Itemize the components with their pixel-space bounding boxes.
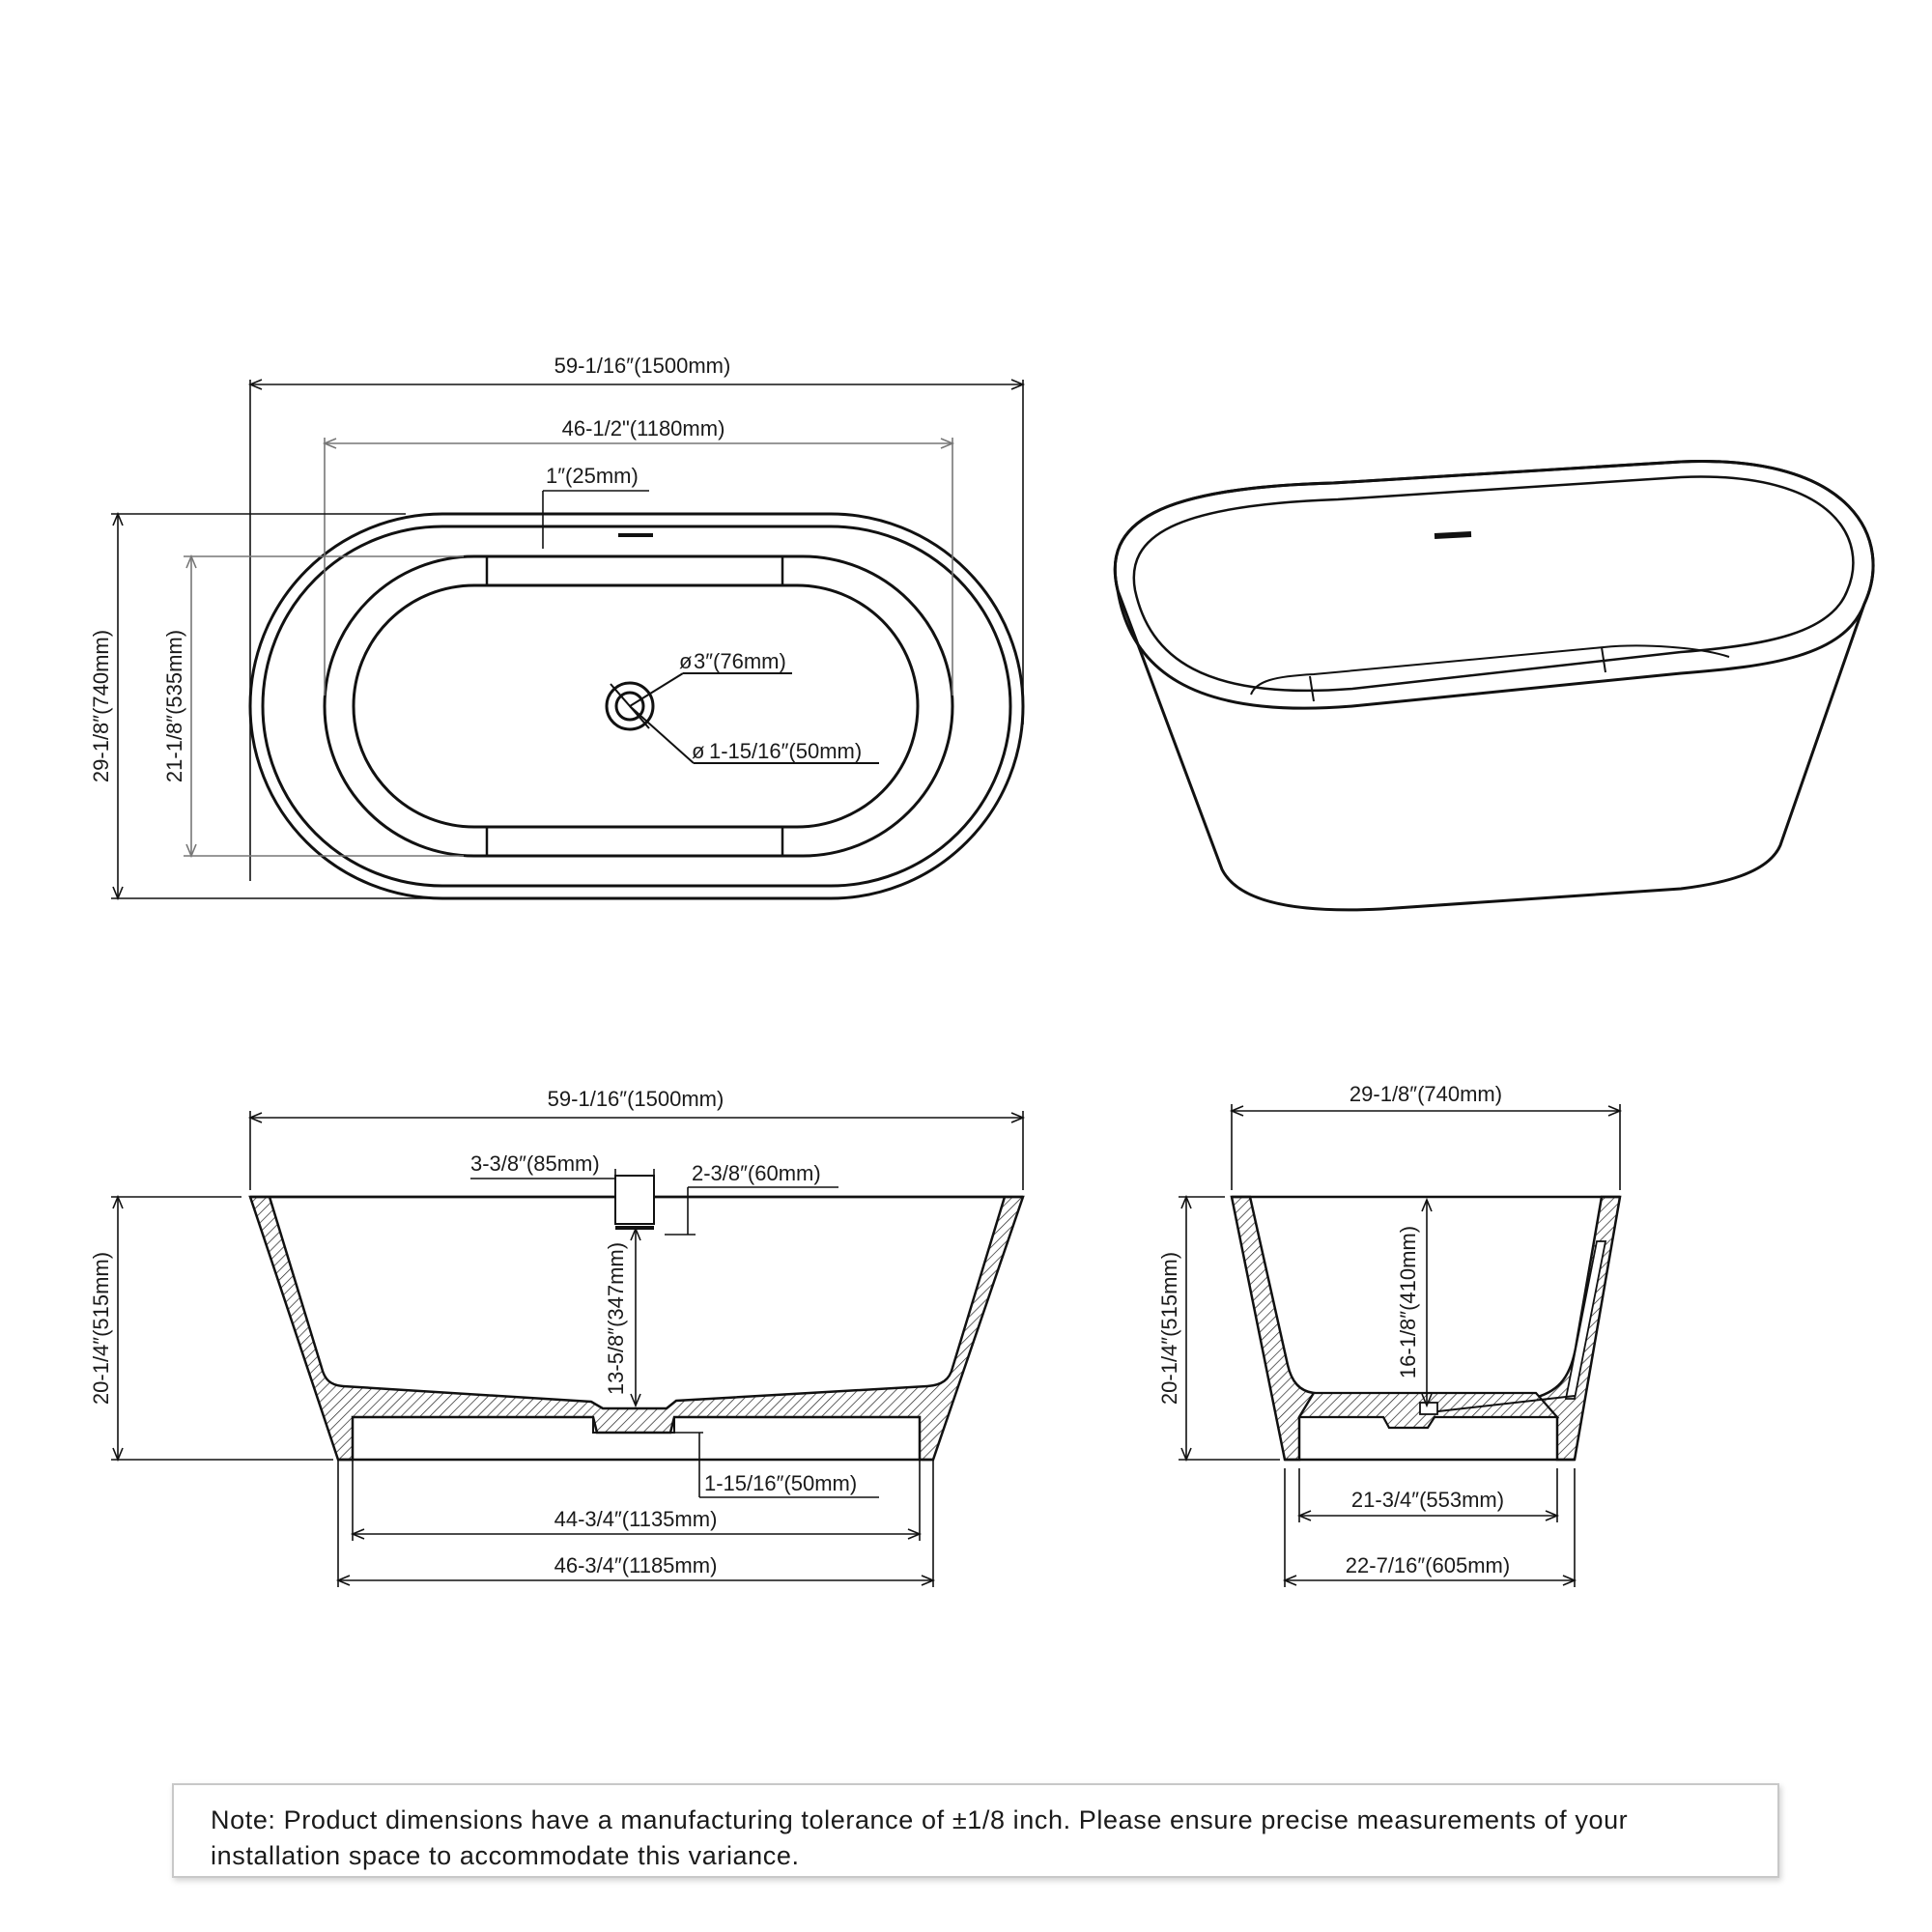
top-drain-inner-symbol: ø — [692, 739, 705, 763]
end-left-wall — [1232, 1197, 1314, 1460]
side-overflow-fitting — [615, 1176, 654, 1224]
top-rim-inner-edge — [263, 526, 1010, 886]
top-view — [89, 354, 1023, 898]
tolerance-note-text: Note: Product dimensions have a manufacturing tolerance of ±1/8 inch. Please ensure precise measurements of your installation space to accommodate this variance. — [211, 1805, 1629, 1870]
top-rim-width-label: 1″(25mm) — [546, 464, 639, 488]
top-outer-rim — [250, 514, 1023, 898]
top-inner-width-label: 21-1/8″(535mm) — [162, 629, 186, 783]
perspective-body — [1115, 462, 1873, 910]
end-width-dim — [1232, 1104, 1620, 1190]
side-interior-depth-label: 13-5/8″(347mm) — [604, 1241, 628, 1396]
side-drain-height-label: 1-15/16″(50mm) — [704, 1471, 858, 1495]
end-overall-height-label: 20-1/4″(515mm) — [1157, 1251, 1181, 1406]
top-overall-width-label: 29-1/8″(740mm) — [89, 629, 113, 783]
end-overall-width-label: 29-1/8″(740mm) — [1349, 1082, 1503, 1106]
top-overall-length-label: 59-1/16″(1500mm) — [554, 354, 731, 378]
top-rim-width-dim — [543, 491, 649, 549]
top-drain-inner-label: 1-15/16″(50mm) — [709, 739, 863, 763]
side-overflow-width-label: 3-3/8″(85mm) — [470, 1151, 600, 1176]
end-interior-depth-label: 16-1/8″(410mm) — [1396, 1225, 1420, 1379]
top-drain-outer-symbol: ø — [679, 649, 693, 673]
side-overflow-height-label: 2-3/8″(60mm) — [692, 1161, 821, 1185]
side-base-outer-label: 46-3/4″(1185mm) — [554, 1553, 718, 1577]
top-length-dim — [250, 380, 1023, 881]
top-drain-outer-label: 3″(76mm) — [694, 649, 786, 673]
side-overflow-height-dim — [665, 1187, 838, 1235]
end-section-view — [1232, 1197, 1620, 1460]
side-section-shell — [250, 1197, 1023, 1460]
end-base-outer-label: 22-7/16″(605mm) — [1345, 1553, 1511, 1577]
side-section-view — [250, 1176, 1023, 1460]
tolerance-note — [172, 1783, 1779, 1878]
side-overall-length-label: 59-1/16″(1500mm) — [547, 1087, 724, 1111]
perspective-view — [1115, 462, 1873, 910]
side-base-inner-label: 44-3/4″(1135mm) — [554, 1507, 718, 1531]
side-overall-height-label: 20-1/4″(515mm) — [89, 1251, 113, 1406]
top-inner-length-label: 46-1/2"(1180mm) — [561, 416, 725, 440]
top-floor — [354, 585, 918, 827]
end-right-wall — [1531, 1197, 1620, 1460]
perspective-overflow — [1435, 534, 1471, 536]
end-base-inner-label: 21-3/4″(553mm) — [1350, 1488, 1505, 1512]
